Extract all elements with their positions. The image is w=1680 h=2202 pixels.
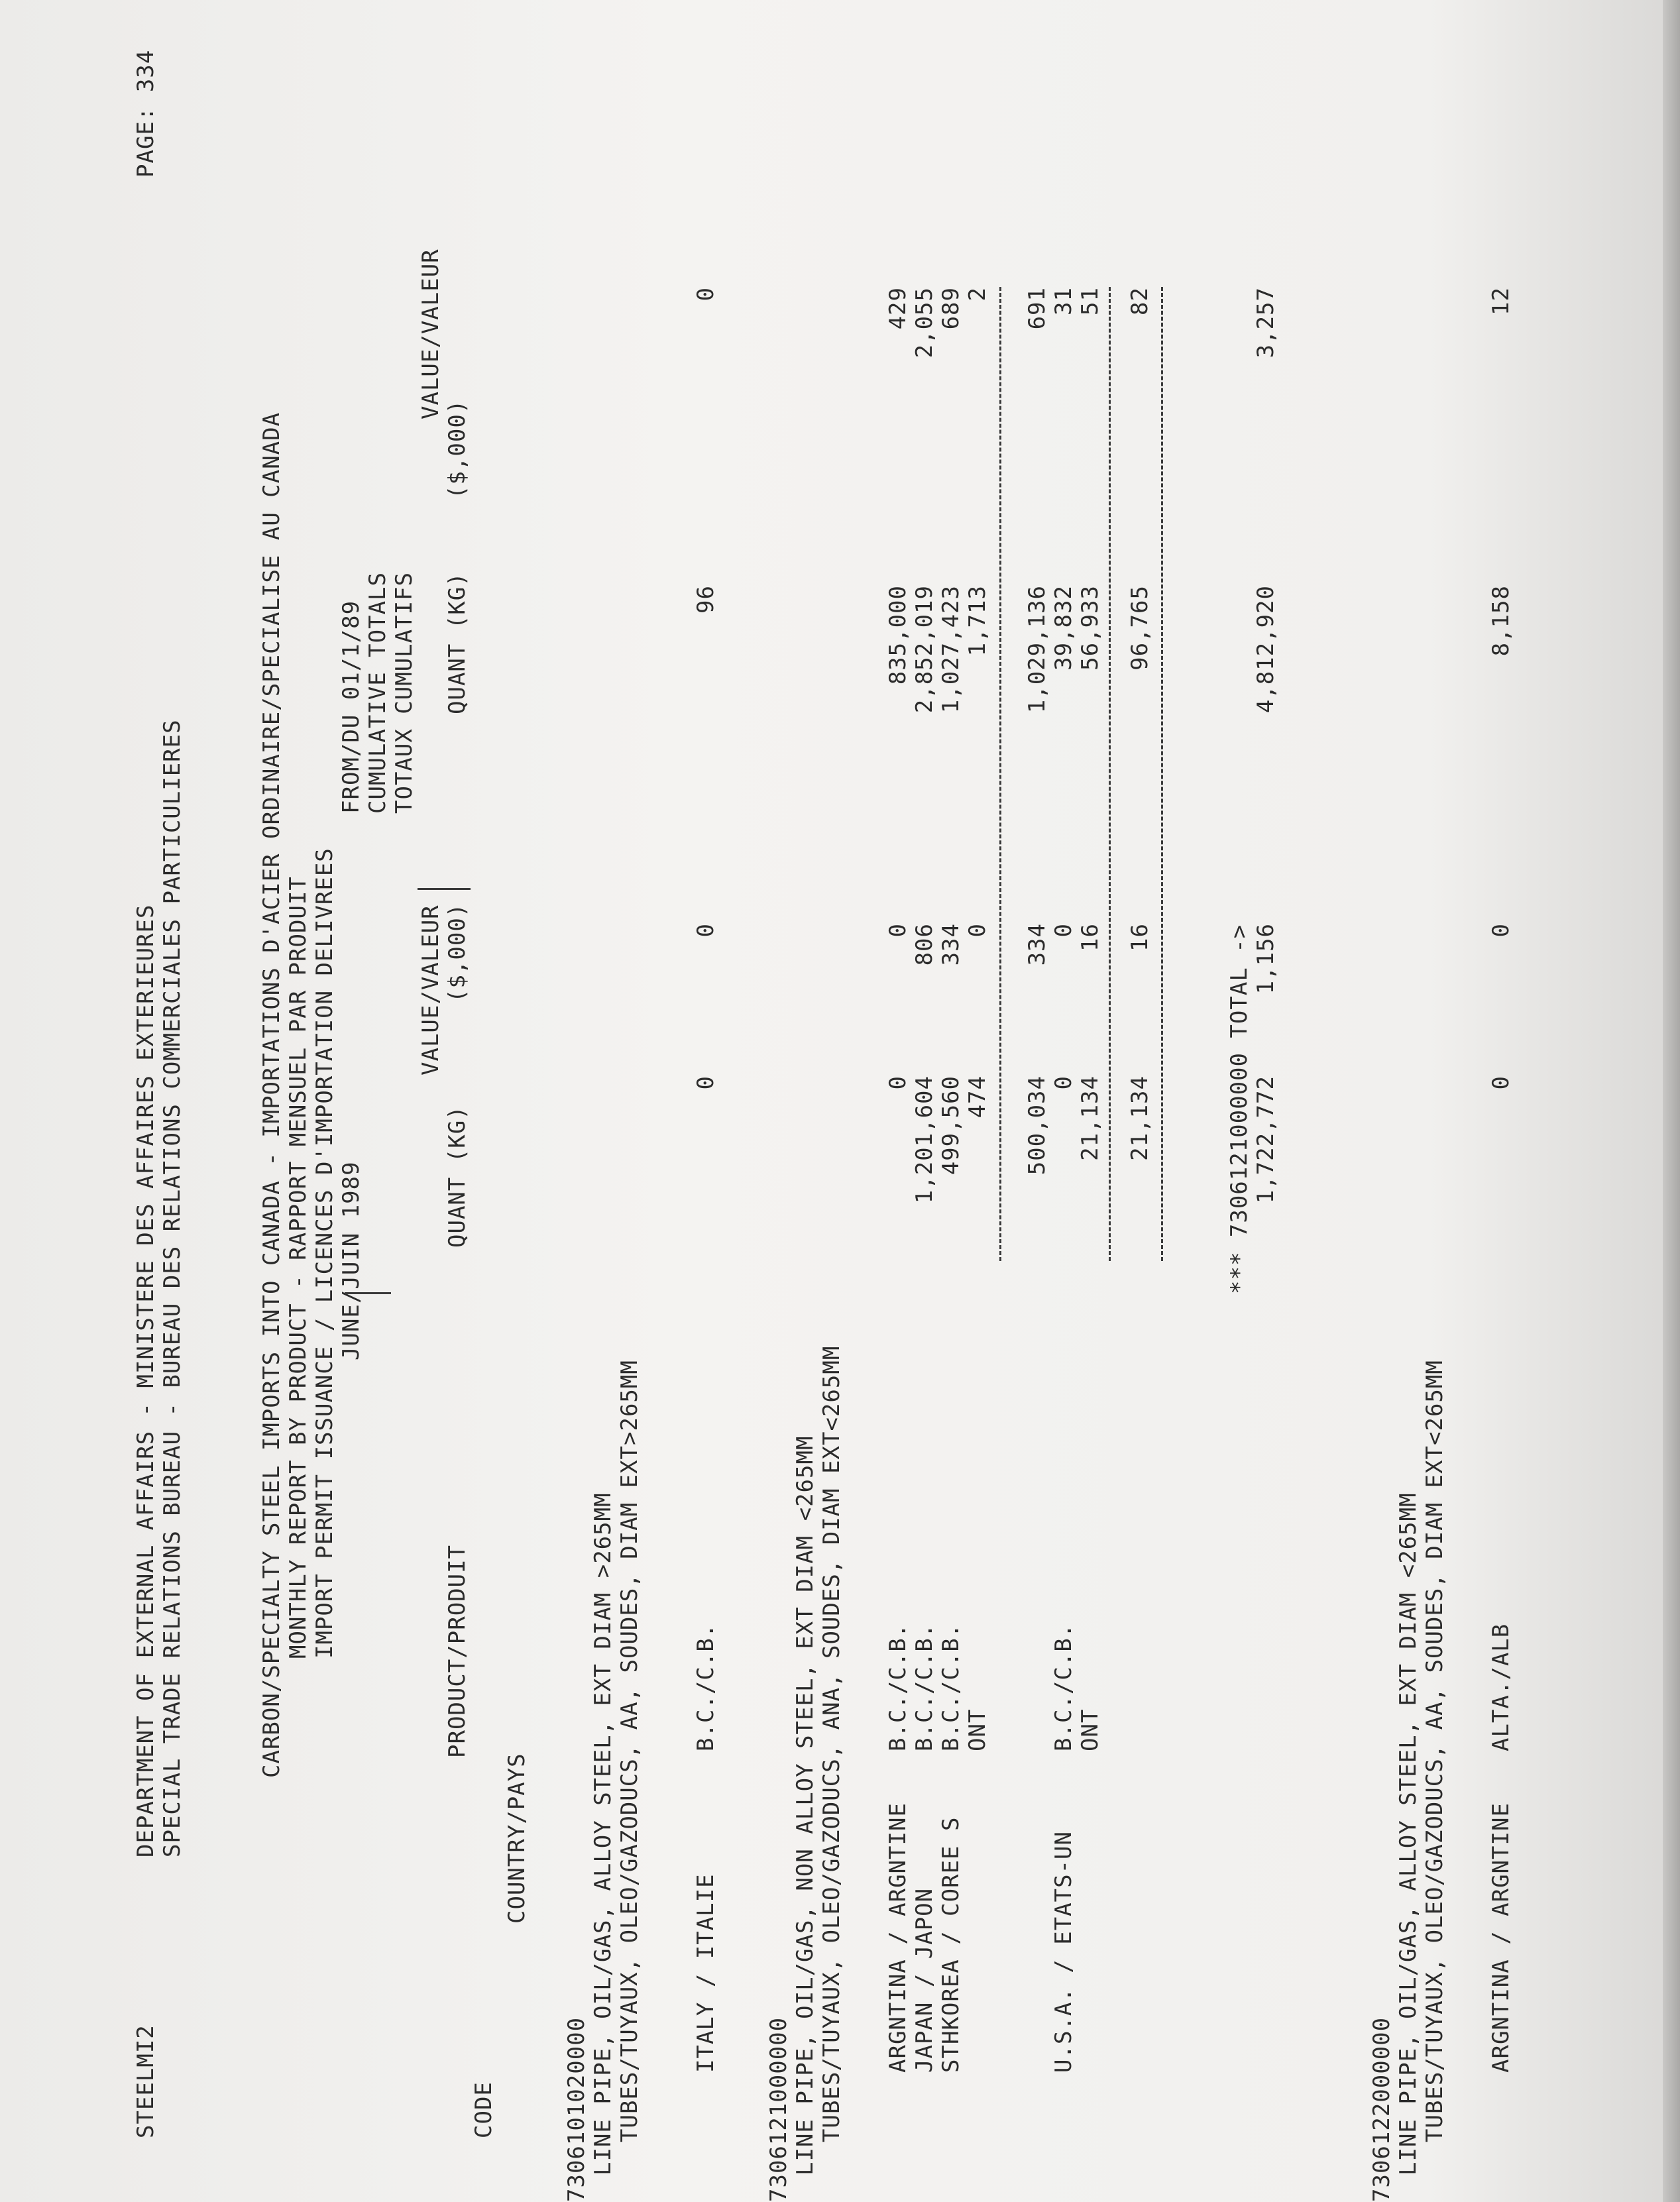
port-cell: B.C./C.B. [693,1623,719,1751]
cum-value-cell: 51 [1077,287,1103,315]
cum-value-cell: 12 [1488,287,1514,315]
cum-quant-cell: 835,000 [885,585,911,685]
cum-value-cell: 689 [938,287,964,330]
quant-cell: 1,201,604 [911,1075,938,1204]
cum-totaux: TOTAUX CUMULATIFS [391,572,418,814]
cum-quant-cell: 96 [693,585,719,614]
subtotal-quant: 21,134 [1127,1075,1153,1161]
cum-quant-cell: 39,832 [1050,585,1077,671]
section-desc: LINE PIPE, OIL/GAS, ALLOY STEEL, EXT DIAM <265MM [1395,1492,1422,2175]
value-cell: 0 [1488,923,1514,938]
bureau-line: SPECIAL TRADE RELATIONS BUREAU - BUREAU DES RELATIONS COMMERCIALES PARTICULIERES [159,719,186,1857]
cum-quant-cell: 2,852,019 [911,585,938,714]
cum-value-cell: 2 [964,287,991,302]
section-code: 7306121000000 [765,2016,792,2202]
subtotal-cum-quant: 1,029,136 [1024,585,1050,714]
permit-line: IMPORT PERMIT ISSUANCE / LICENCES D'IMPORTATION DELIVREES [311,848,338,1659]
country-cell: ARGNTINA / ARGNTINE [885,1802,911,2073]
value-cell: 806 [911,923,938,966]
quant-cell: 0 [1050,1075,1077,1090]
column-divider [418,888,471,890]
col-code: CODE [471,2081,497,2138]
col-cum-value-unit: ($,000) [444,399,471,499]
total-value: 1,156 [1253,923,1279,995]
total-quant: 1,722,772 [1253,1075,1279,1204]
col-value-unit: ($,000) [444,903,471,1003]
subtotal-quant: 500,034 [1024,1075,1050,1176]
col-value-header: VALUE/VALEUR [418,905,444,1075]
port-cell: ONT [1077,1708,1103,1751]
value-cell: 0 [1050,923,1077,938]
col-product: PRODUCT/PRODUIT [444,1544,471,1758]
subtotal-rule [1109,287,1111,1261]
section-desc-fr: TUBES/TUYAUX, OLEO/GAZODUCS, ANA, SOUDES, DIAM EXT<265MM [818,1345,845,2142]
quant-cell: 474 [964,1075,991,1119]
value-cell: 0 [964,923,991,938]
cum-value-cell: 0 [693,287,719,302]
cum-value-cell: 429 [885,287,911,330]
section-code: 7306101020000 [563,2016,590,2202]
section-desc-fr: TUBES/TUYAUX, OLEO/GAZODUCS, AA, SOUDES, DIAM EXT>265MM [616,1360,643,2142]
country-cell: U.S.A. / ETATS-UN [1050,1831,1077,2073]
cum-quant-cell: 8,158 [1488,585,1514,657]
port-cell: B.C./C.B. [885,1623,911,1751]
cum-totals: CUMULATIVE TOTALS [364,572,391,814]
header-divider [345,1292,391,1294]
subtotal-cum-quant: 96,765 [1127,585,1153,671]
value-cell: 0 [693,923,719,938]
country-cell: JAPAN / JAPON [911,1887,938,2073]
subtotal-cum-value: 82 [1127,287,1153,315]
country-cell: ARGNTINA / ARGNTINE [1488,1802,1514,2073]
subtotal-cum-value: 691 [1024,287,1050,330]
cum-quant-cell: 56,933 [1077,585,1103,671]
department-line: DEPARTMENT OF EXTERNAL AFFAIRS - MINISTERE DES AFFAIRES EXTERIEURES [133,904,159,1857]
cum-value-cell: 2,055 [911,287,938,358]
section-code: 7306122000000 [1369,2016,1395,2202]
section-desc-fr: TUBES/TUYAUX, OLEO/GAZODUCS, AA, SOUDES, DIAM EXT<265MM [1422,1360,1448,2142]
page-number: PAGE: 334 [133,49,159,178]
cum-quant-cell: 1,027,423 [938,585,964,714]
col-cum-value-header: VALUE/VALEUR [418,248,444,419]
col-country: COUNTRY/PAYS [504,1753,530,1924]
report-title: CARBON/SPECIALTY STEEL IMPORTS INTO CANADA - IMPORTATIONS D'ACIER ORDINAIRE/SPECIALISE AU CANADA [258,412,285,1778]
country-cell: STHKOREA / COREE S [938,1816,964,2073]
value-cell: 0 [885,923,911,938]
port-cell: B.C./C.B. [1050,1623,1077,1751]
quant-cell: 21,134 [1077,1075,1103,1161]
subtotal-rule [999,287,1001,1261]
col-cum-quant: QUANT (KG) [444,572,471,714]
value-cell: 16 [1077,923,1103,952]
cum-value-cell: 31 [1050,287,1077,315]
quant-cell: 0 [1488,1075,1514,1090]
cum-from: FROM/DU 01/1/89 [338,600,364,814]
monthly-report-line: MONTHLY REPORT BY PRODUCT - RAPPORT MENSUEL PAR PRODUIT [285,876,311,1659]
total-rule [1161,287,1163,1261]
port-cell: ONT [964,1708,991,1751]
value-cell: 334 [938,923,964,966]
subtotal-value: 334 [1024,923,1050,966]
total-cum-value: 3,257 [1253,287,1279,358]
quant-cell: 0 [693,1075,719,1090]
col-quant: QUANT (KG) [444,1105,471,1248]
quant-cell: 0 [885,1075,911,1090]
total-cum-quant: 4,812,920 [1253,585,1279,714]
country-cell: ITALY / ITALIE [693,1873,719,2073]
section-desc: LINE PIPE, OIL/GAS, ALLOY STEEL, EXT DIAM >265MM [590,1492,616,2175]
section-desc: LINE PIPE, OIL/GAS, NON ALLOY STEEL, EXT DIAM <265MM [792,1435,818,2175]
port-cell: ALTA./ALB [1488,1623,1514,1751]
period-line: JUNE/JUIN 1989 [338,1161,364,1360]
report-id: STEELMI2 [133,2024,159,2138]
total-label: *** 7306121000000 TOTAL -> [1226,924,1253,1294]
cum-quant-cell: 1,713 [964,585,991,657]
quant-cell: 499,560 [938,1075,964,1176]
port-cell: B.C./C.B. [911,1623,938,1751]
subtotal-value: 16 [1127,923,1153,952]
port-cell: B.C./C.B. [938,1623,964,1751]
